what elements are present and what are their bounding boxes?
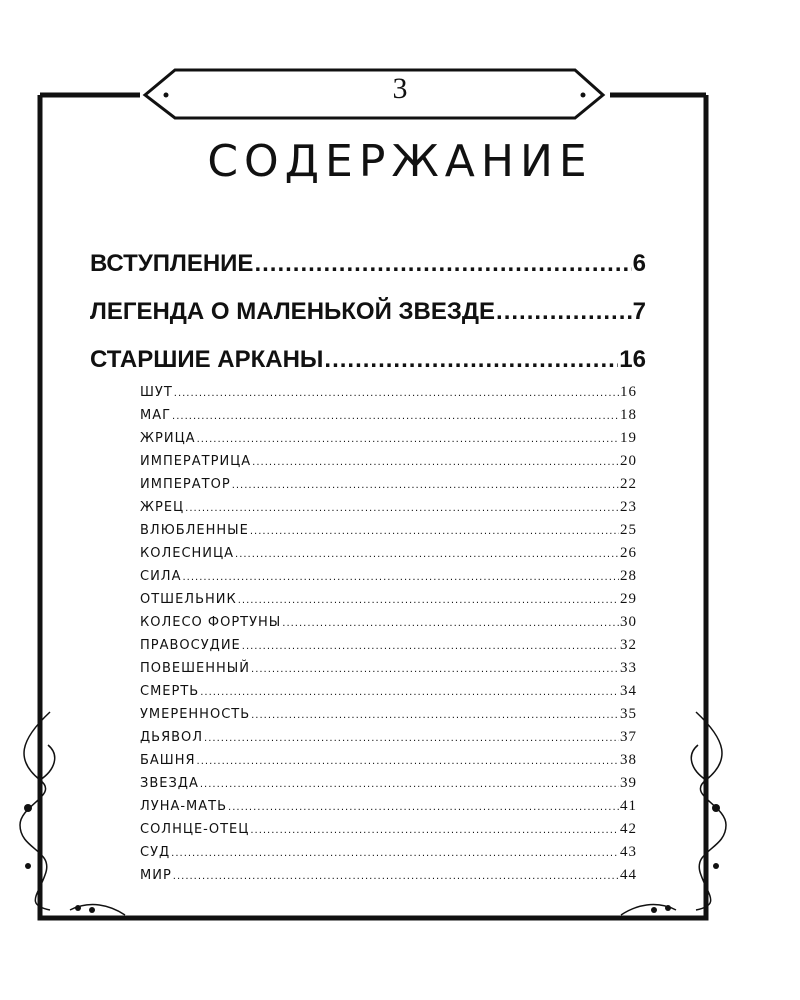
dot-leader — [182, 572, 619, 583]
toc-entry-page: 6 — [632, 250, 646, 277]
toc-subentry-label: КОЛЕСНИЦА — [140, 546, 235, 561]
toc-subentry[interactable] — [140, 614, 637, 637]
toc-subentry[interactable] — [140, 729, 637, 752]
toc-subentry-page: 35 — [620, 706, 637, 722]
toc-subentry[interactable] — [140, 752, 637, 775]
dot-leader — [252, 457, 619, 468]
dot-leader — [200, 779, 619, 790]
dot-leader — [496, 298, 632, 326]
toc-subentry[interactable] — [140, 568, 637, 591]
toc-subentry[interactable] — [140, 660, 637, 683]
toc-subentry-page: 34 — [620, 683, 637, 699]
toc-subentry-label: МАГ — [140, 408, 172, 423]
toc-subentry-label: СМЕРТЬ — [140, 684, 200, 699]
toc-subentry-label: СУД — [140, 845, 171, 860]
toc-subentry[interactable] — [140, 407, 637, 430]
toc-subentry-page: 16 — [620, 384, 637, 400]
dot-leader — [200, 687, 619, 698]
toc-subentry-label: СОЛНЦЕ-ОТЕЦ — [140, 822, 250, 837]
toc-subentry-label: ОТШЕЛЬНИК — [140, 592, 237, 607]
toc-subentry[interactable] — [140, 706, 637, 729]
toc-subentry-label: ПОВЕШЕННЫЙ — [140, 661, 251, 676]
toc-entry[interactable] — [90, 298, 646, 346]
dot-leader — [232, 480, 619, 491]
toc-subentry[interactable] — [140, 798, 637, 821]
toc-subentry-page: 37 — [620, 729, 637, 745]
main-toc-list — [90, 250, 646, 394]
sub-toc-list — [140, 384, 637, 890]
dot-leader — [173, 871, 619, 882]
dot-leader — [197, 756, 619, 767]
toc-subentry-label: БАШНЯ — [140, 753, 196, 768]
toc-entry-page: 16 — [619, 346, 646, 373]
dot-leader — [324, 346, 618, 374]
toc-entry-label: ЛЕГЕНДА О МАЛЕНЬКОЙ ЗВЕЗДЕ — [90, 298, 496, 325]
toc-subentry-page: 26 — [620, 545, 637, 561]
toc-subentry-page: 18 — [620, 407, 637, 423]
toc-subentry[interactable] — [140, 453, 637, 476]
dot-leader — [254, 250, 631, 278]
toc-subentry-page: 25 — [620, 522, 637, 538]
toc-subentry[interactable] — [140, 499, 637, 522]
dot-leader — [235, 549, 619, 560]
dot-leader — [250, 825, 619, 836]
toc-subentry[interactable] — [140, 545, 637, 568]
toc-subentry-page: 28 — [620, 568, 637, 584]
toc-entry[interactable] — [90, 250, 646, 298]
toc-subentry-page: 33 — [620, 660, 637, 676]
toc-subentry-label: ЖРЕЦ — [140, 500, 185, 515]
toc-subentry-page: 41 — [620, 798, 637, 814]
toc-subentry-label: ЖРИЦА — [140, 431, 196, 446]
toc-subentry[interactable] — [140, 591, 637, 614]
dot-leader — [197, 434, 619, 445]
toc-entry-label: ВСТУПЛЕНИЕ — [90, 250, 254, 277]
toc-subentry-label: ЗВЕЗДА — [140, 776, 199, 791]
dot-leader — [228, 802, 619, 813]
toc-subentry-page: 38 — [620, 752, 637, 768]
toc-subentry-label: СИЛА — [140, 569, 182, 584]
dot-leader — [174, 388, 619, 399]
dot-leader — [171, 848, 619, 859]
toc-subentry-label: ИМПЕРАТРИЦА — [140, 454, 252, 469]
toc-subentry-page: 23 — [620, 499, 637, 515]
dot-leader — [250, 526, 619, 537]
dot-leader — [185, 503, 619, 514]
toc-subentry-label: ИМПЕРАТОР — [140, 477, 231, 492]
toc-subentry[interactable] — [140, 384, 637, 407]
dot-leader — [251, 664, 619, 675]
toc-subentry-label: ШУТ — [140, 385, 173, 400]
dot-leader — [242, 641, 619, 652]
toc-subentry[interactable] — [140, 522, 637, 545]
page-number: 3 — [392, 72, 408, 105]
toc-entry-label: СТАРШИЕ АРКАНЫ — [90, 346, 324, 373]
dot-leader — [282, 618, 619, 629]
toc-subentry-label: МИР — [140, 868, 172, 883]
toc-subentry-label: ДЬЯВОЛ — [140, 730, 204, 745]
toc-subentry-label: ЛУНА-МАТЬ — [140, 799, 228, 814]
toc-subentry-page: 19 — [620, 430, 637, 446]
toc-entry-page: 7 — [632, 298, 646, 325]
toc-subentry[interactable] — [140, 844, 637, 867]
toc-subentry-page: 42 — [620, 821, 637, 837]
dot-leader — [238, 595, 619, 606]
toc-subentry-label: ПРАВОСУДИЕ — [140, 638, 241, 653]
toc-subentry[interactable] — [140, 476, 637, 499]
page-title: СОДЕРЖАНИЕ — [207, 136, 593, 187]
toc-subentry-label: УМЕРЕННОСТЬ — [140, 707, 251, 722]
toc-subentry-label: КОЛЕСО ФОРТУНЫ — [140, 615, 282, 630]
toc-subentry-page: 39 — [620, 775, 637, 791]
dot-leader — [251, 710, 619, 721]
toc-subentry-page: 30 — [620, 614, 637, 630]
dot-leader — [172, 411, 619, 422]
toc-subentry[interactable] — [140, 867, 637, 890]
toc-subentry-page: 22 — [620, 476, 637, 492]
toc-subentry-page: 29 — [620, 591, 637, 607]
toc-subentry-page: 43 — [620, 844, 637, 860]
toc-subentry[interactable] — [140, 430, 637, 453]
toc-subentry[interactable] — [140, 637, 637, 660]
toc-subentry[interactable] — [140, 775, 637, 798]
toc-subentry-page: 32 — [620, 637, 637, 653]
toc-subentry[interactable] — [140, 821, 637, 844]
toc-subentry-page: 44 — [620, 867, 637, 883]
toc-subentry-label: ВЛЮБЛЕННЫЕ — [140, 523, 249, 538]
toc-subentry-page: 20 — [620, 453, 637, 469]
left-flourish-ornament — [20, 712, 125, 915]
toc-subentry[interactable] — [140, 683, 637, 706]
dot-leader — [204, 733, 619, 744]
